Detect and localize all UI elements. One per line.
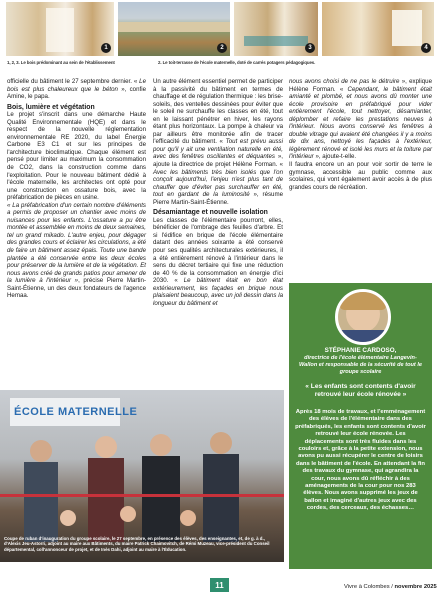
photo-wood-hall	[322, 2, 434, 56]
paragraph: « La préfabrication d'un certain nombre d'éléments a permis de proposer un chantier avec moins de nuisances pour les enfants. L'ossature a pu être montée et assemblée en moins de deux semaines, tel un grand mikado. L'autre enjeu, pour dégager des grandes cours et éclairer les circulations, a été de faire un bâtiment assez épais. Toute une bande plantée a été conservée entre les deux écoles pour préserver de la lumière et de la végétation. Et nous avons créé de grands patios pour amener de la lumière à l'intérieur », précise Pierre Martin-Saint-Étienne, un des deux fondateurs de l'agence Hemaa.	[7, 201, 146, 300]
page-number: 11	[210, 578, 229, 592]
section-heading: Bois, lumière et végétation	[7, 103, 95, 111]
photo-caption-right: 2. Le toit-terrasse de l'école maternelle, doté de carrés potagers pédagogiques.	[158, 60, 316, 65]
article-column-2	[153, 78, 283, 307]
interview-body: Après 18 mois de travaux, et l'emménagement des élèves de l'élémentaire dans des préfabriqués, les enfants sont contents d'avoir retrouvé leur école rénovée. Les déplacements sont très fluides dans les couloirs et, grâce à la petite extension, nous avons pu aussi récupérer le centre de loisirs dans le bâtiment de l'école. En attendant la fin des travaux du gymnase, qui agrandira la cour, nous avons dû réfléchir à des aménagements de la cour pour nos 283 élèves. Nous avons supprimé les jeux de ballon et imaginé d'autres jeux avec des cordes, des cerceaux, des échasses…	[295, 409, 426, 512]
article-column-1	[7, 78, 146, 300]
photo-badge: 3	[305, 43, 315, 53]
photo-wood-corridor	[6, 2, 114, 56]
portrait-photo	[335, 289, 391, 345]
photo-classroom	[234, 2, 318, 56]
photo-badge: 2	[217, 43, 227, 53]
interview-box	[289, 283, 432, 569]
paragraph: officielle du bâtiment le 27 septembre dernier. « Le bois est plus chaleureux que le béton », confie Amine, le papa.	[7, 78, 146, 101]
paragraph: Les classes de l'élémentaire pourront, elles, bénéficier de l'ombrage des feuilles d'arbre. Et si l'édifice en brique de l'école élémentaire datant des années soixante a été conservé pour ses qualités architecturales extérieures, il a été entièrement rénové à l'intérieur dans le sens du décret tertiaire qui fixe une réduction de 40 % de la consommation en énergie d'ici 2030. « Le bâtiment était en bon état extérieurement, les façades en brique nous plaisaient beaucoup, avec un joli dessin dans la longueur du bâtiment et	[153, 216, 283, 307]
paragraph: Le projet s'inscrit dans une démarche Haute Qualité Environnementale (HQE) et dans le respect de la nouvelle réglementation environnementale RE 2020, du label Énergie Carbone E3 C1 et sur les principes de l'architecture bioclimatique. Chaque élément est pensé pour limiter au maximum la consommation de CO2, dans la construction comme dans l'exploitation. Pour le nouveau bâtiment dédié à l'école maternelle, les architectes ont opté pour une construction en ossature bois, avec la préfabrication de pièces en usine.	[7, 111, 146, 202]
photo-inauguration	[0, 390, 284, 562]
photo-badge: 1	[101, 43, 111, 53]
paragraph: Il faudra encore un an pour voir sortir de terre le gymnase, accessible au public comme aux scolaires, qui vont également avoir accès à de plus grandes cours de récréation.	[289, 161, 432, 191]
paragraph: nous avons choisi de ne pas le détruire », explique Hélène Forman. « Cependant, le bâtiment était amianté et plombé, et nous avons dû monter une école provisoire en préfabriqué pour vider entièrement l'école, tout nettoyer, désamianter, déplomber et refaire les prestations neuves à l'intérieur. Nous avons conservé les fenêtres à double vitrage qui avaient été changées il y a moins de dix ans, nettoyé les façades à l'extérieur, légèrement rénové et isolé les murs et la toiture par l'intérieur », ajoute-t-elle.	[289, 78, 433, 161]
section-heading: Désamiantage et nouvelle isolation	[153, 209, 268, 217]
photo-caption-bottom: Coupe de ruban d'inauguration du groupe scolaire, le 27 septembre, en présence des élèves, des enseignantes, et, de g. à d., d'Alexis Jeu-Astorri, adjoint au maire aux Bâtiments, du maire Patrick Chaimovitch, de Rémi Muzeau, vice-président du Conseil départemental, coll'annonceur de projet, et de Inès Dahi, adjoint au maire à l'Éducation.	[4, 536, 270, 552]
photo-badge: 4	[421, 43, 431, 53]
article-column-3	[289, 78, 432, 191]
footer-magazine: Vivre à Colombes / novembre 2025	[344, 584, 437, 590]
interview-quote-title: « Les enfants sont contents d'avoir retrouvé leur école rénovée »	[305, 383, 416, 398]
paragraph: Un autre élément essentiel permet de participer à la passivité du bâtiment en termes de chauffage et de régulation thermique : les brise-soleils, des ventelles dessinées pour éviter que le soleil ne surchauffe les classes en été, tout en le laissant pénétrer en hiver, les rayons étant plus horizontaux. La pompe à chaleur va par ailleurs être monitorée afin de tracer l'efficacité du bâtiment. « Tout est prévu aussi pour qu'il y ait une ventilation naturelle en été, avec des fenêtres oscillantes et déquantes », ajoute la directrice de projet Hélène Forman. « Avec les bâtiments très bien isolés que l'on conçoit aujourd'hui, l'enjeu n'est plus tant de chauffer que d'éviter pas surchauffer en été, tout en gardant de la luminosité », résume Pierre Martin-Saint-Étienne.	[153, 78, 284, 206]
photo-rooftop-terrace	[118, 2, 230, 56]
school-sign: ÉCOLE MATERNELLE	[14, 406, 138, 418]
interviewee-name: STÉPHANIE CARDOSO,	[324, 347, 397, 354]
photo-caption-left: 1, 2, 3. Le bois prédominant au sein de l'établissement	[7, 60, 115, 65]
interviewee-role: directrice de l'école élémentaire Langevin-Wallon et responsable de la sécurité de tout le groupe scolaire	[299, 355, 422, 375]
